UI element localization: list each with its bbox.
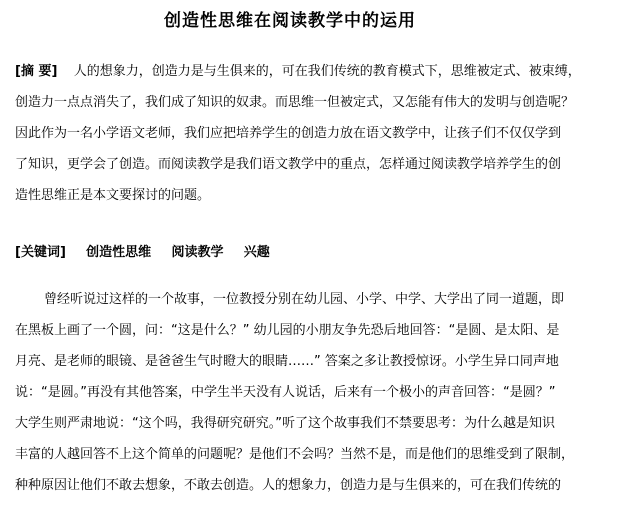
abstract-line-2: 创造力一点点消失了，我们成了知识的奴隶。而思维一但被定式，又怎能有伟大的发明与创造呢？: [15, 95, 575, 110]
keyword-item: 创造性思维: [86, 245, 152, 260]
document-title: 创造性思维在阅读教学中的运用: [164, 11, 416, 31]
abstract-line-5: 造性思维正是本文要探讨的问题。: [15, 188, 211, 203]
keyword-item: 阅读教学: [171, 245, 224, 260]
body-line-2: 在黑板上画了一个圆，问：“这是什么？” 幼儿园的小朋友争先恐后地回答：“是圆、是太阳、是: [15, 323, 560, 338]
keywords-label: [关键词]: [15, 245, 66, 260]
keywords-line: [15, 245, 270, 261]
body-line-4: 说：“是圆。”再没有其他答案，中学生半天没有人说话，后来有一个极小的声音回答：“是圆？”: [15, 385, 556, 400]
body-line-1: 曾经听说过这样的一个故事，一位教授分别在幼儿园、小学、中学、大学出了同一道题，即: [44, 292, 565, 307]
body-line-5: 大学生则严肃地说：“这个吗，我得研究研究。”听了这个故事我们不禁要思考：为什么越是知识: [15, 416, 555, 431]
body-line-7: 种种原因让他们不敢去想象，不敢去创造。人的想象力，创造力是与生俱来的，可在我们传统的: [15, 478, 562, 493]
abstract-label: [摘 要]: [15, 64, 58, 79]
abstract-line-3: 因此作为一名小学语文老师，我们应把培养学生的创造力放在语文教学中，让孩子们不仅仅学到: [15, 126, 562, 141]
abstract-line-4: 了知识，更学会了创造。而阅读教学是我们语文教学中的重点，怎样通过阅读教学培养学生的创: [15, 157, 562, 172]
body-line-6: 丰富的人越回答不上这个简单的问题呢？是他们不会吗？当然不是，而是他们的思维受到了限制，: [15, 447, 575, 462]
keyword-item: 兴趣: [243, 245, 270, 260]
body-line-3: 月亮、是老师的眼镜、是爸爸生气时瞪大的眼睛……” 答案之多让教授惊讶。小学生异口同声地: [15, 354, 559, 369]
abstract-line-1: [15, 64, 581, 80]
abstract-text-1: 人的想象力，创造力是与生俱来的，可在我们传统的教育模式下，思维被定式、被束缚，: [73, 64, 581, 79]
